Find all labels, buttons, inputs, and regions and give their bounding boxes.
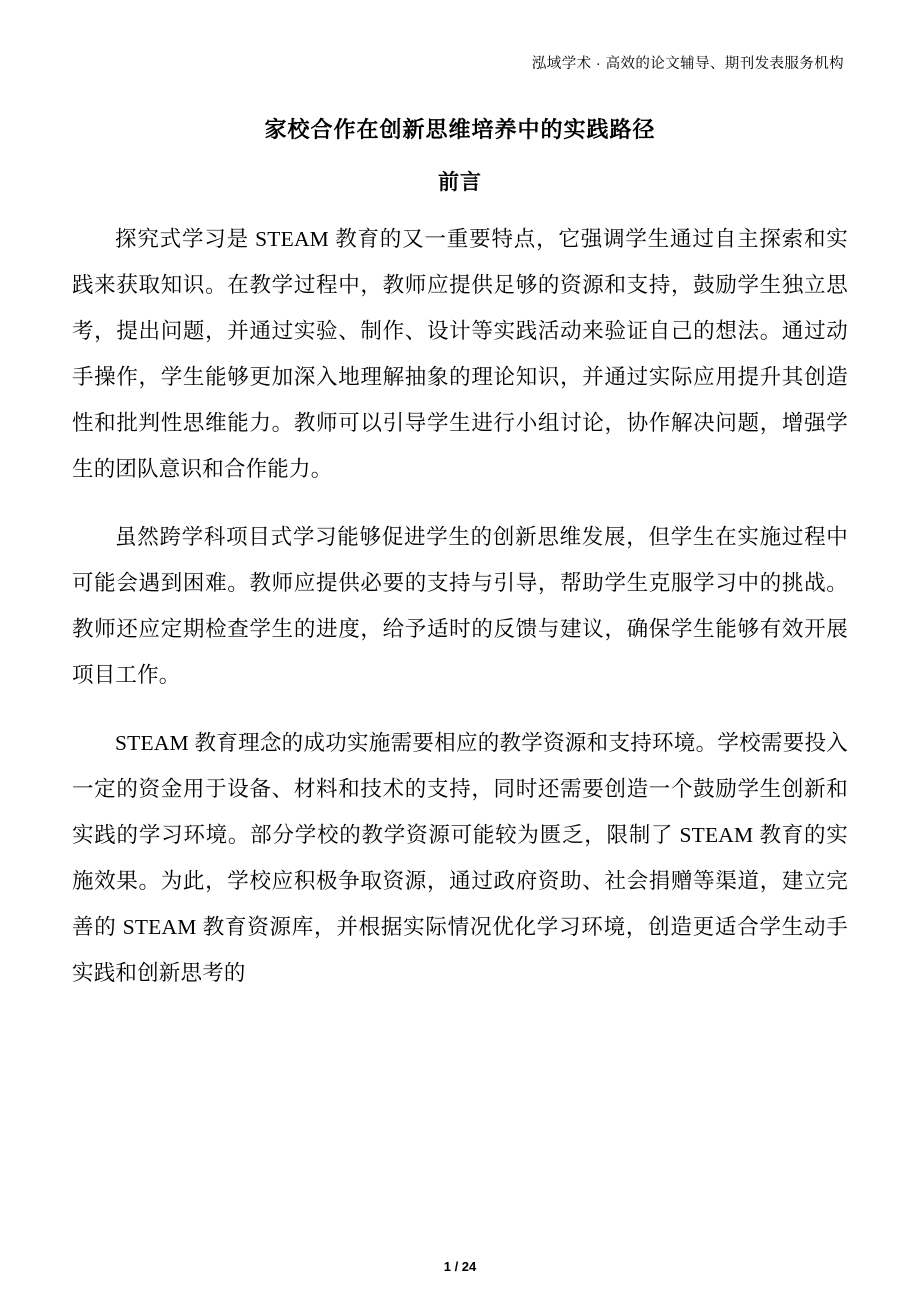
section-heading-preface: 前言 xyxy=(438,171,482,194)
body-paragraph: 探究式学习是 STEAM 教育的又一重要特点，它强调学生通过自主探索和实践来获取知识。在教学过程中，教师应提供足够的资源和支持，鼓励学生独立思考，提出问题，并通过实验、制作、设计等实践活动来验证自己的想法。通过动手操作，学生能够更加深入地理解抽象的理论知识，并通过实际应用提升其创造性和批判性思维能力。教师可以引导学生进行小组讨论，协作解决问题，增强学生的团队意识和合作能力。 xyxy=(72,227,848,481)
page-footer-number: 1 / 24 xyxy=(443,1259,477,1274)
body-paragraph: STEAM 教育理念的成功实施需要相应的教学资源和支持环境。学校需要投入一定的资金用于设备、材料和技术的支持，同时还需要创造一个鼓励学生创新和实践的学习环境。部分学校的教学资源可能较为匮乏，限制了 STEAM 教育的实施效果。为此，学校应积极争取资源，通过政府资助、社会捐赠等渠道，建立完善的 STEAM 教育资源库，并根据实际情况优化学习环境，创造更适合学生动手实践和创新思考的 xyxy=(72,731,848,985)
page-header-org: 泓域学术 · 高效的论文辅导、期刊发表服务机构 xyxy=(531,56,844,72)
body-paragraph: 虽然跨学科项目式学习能够促进学生的创新思维发展，但学生在实施过程中可能会遇到困难。教师应提供必要的支持与引导，帮助学生克服学习中的挑战。教师还应定期检查学生的进度，给予适时的反馈与建议，确保学生能够有效开展项目工作。 xyxy=(72,525,848,687)
page-title: 家校合作在创新思维培养中的实践路径 xyxy=(264,117,656,142)
